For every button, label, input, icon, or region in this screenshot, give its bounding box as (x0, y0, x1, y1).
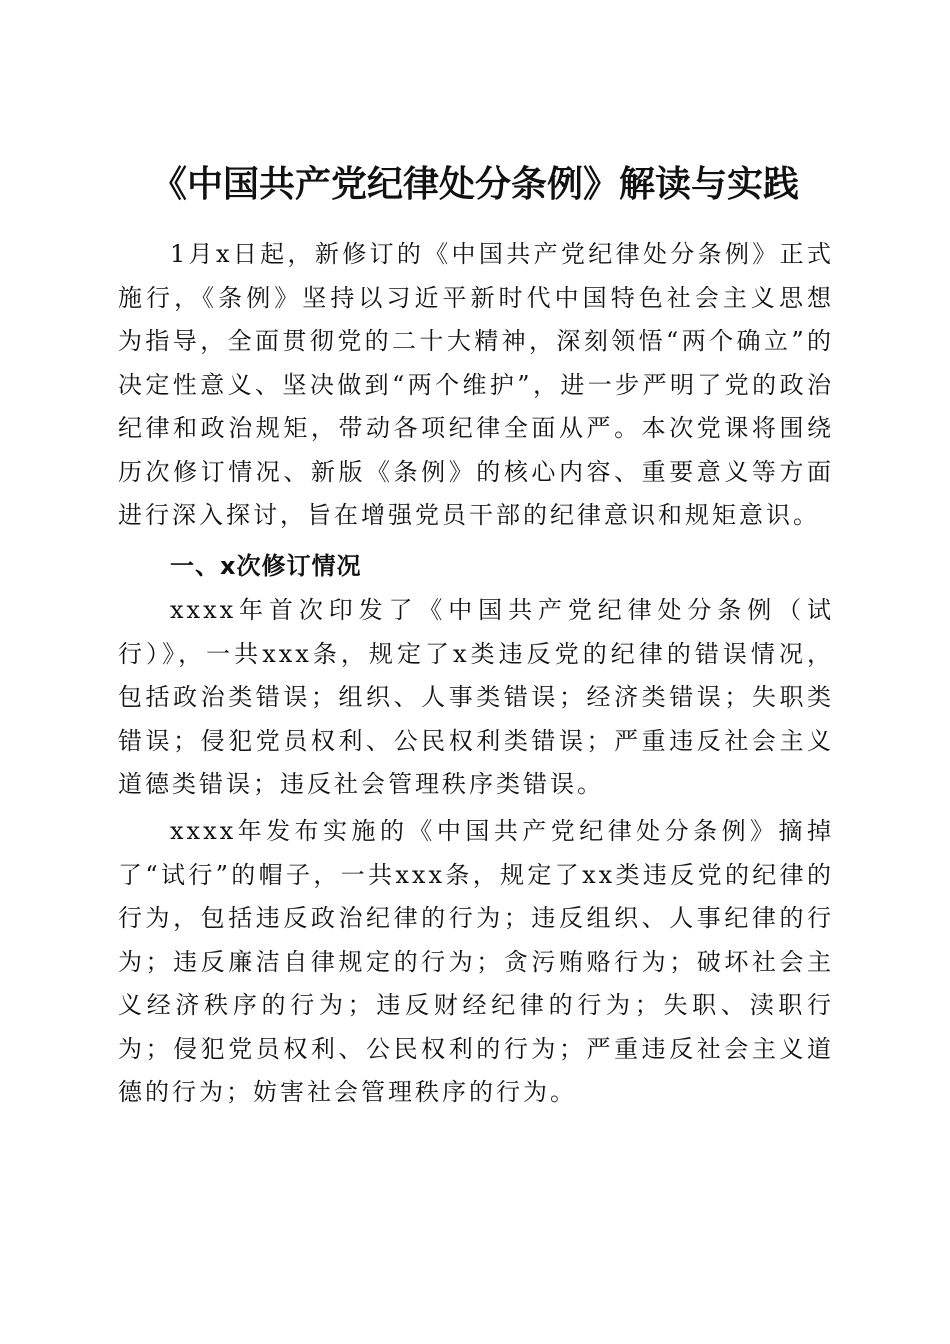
document-title: 《中国共产党纪律处分条例》解读与实践 (150, 163, 799, 206)
section-paragraph-2: xxxx年发布实施的《中国共产党纪律处分条例》摘掉了“试行”的帽子，一共xxx条，规定了xx类违反党的纪律的行为，包括违反政治纪律的行为；违反组织、人事纪律的行为；违反廉洁自律规定的行为；贪污贿赂行为；破坏社会主义经济秩序的行为；违反财经纪律的行为；失职、渎职行为；侵犯党员权利、公民权利的行为；严重违反社会主义道德的行为；妨害社会管理秩序的行为。 (118, 817, 834, 1106)
section-paragraph-1: xxxx年首次印发了《中国共产党纪律处分条例（试行）》，一共xxx条，规定了x类违反党的纪律的错误情况，包括政治类错误；组织、人事类错误；经济类错误；失职类错误；侵犯党员权利、公民权利类错误；严重违反社会主义道德类错误；违反社会管理秩序类错误。 (118, 596, 834, 798)
section-heading: 一、x次修订情况 (170, 552, 362, 580)
intro-paragraph: 1月x日起，新修订的《中国共产党纪律处分条例》正式施行，《条例》坚持以习近平新时代中国特色社会主义思想为指导，全面贯彻党的二十大精神，深刻领悟“两个确立”的决定性意义、坚决做到“两个维护”，进一步严明了党的政治纪律和政治规矩，带动各项纪律全面从严。本次党课将围绕历次修订情况、新版《条例》的核心内容、重要意义等方面进行深入探讨，旨在增强党员干部的纪律意识和规矩意识。 (118, 240, 834, 529)
